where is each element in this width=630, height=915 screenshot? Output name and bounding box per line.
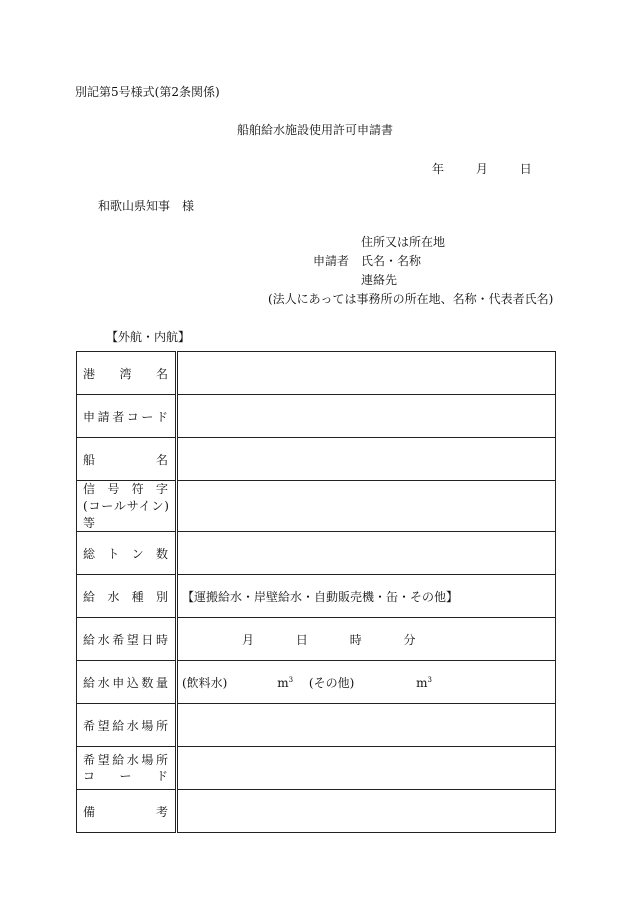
table-row (77, 395, 556, 438)
table-row (77, 438, 556, 481)
table-row (77, 352, 556, 395)
requested-quantity-label-cell (77, 661, 177, 704)
desired-location-code-label-cell (77, 747, 177, 790)
desired-datetime-label-cell (77, 618, 177, 661)
day-unit: 日 (295, 632, 308, 647)
desired-location-field[interactable] (177, 704, 556, 747)
table-row (77, 618, 556, 661)
minute-unit: 分 (403, 632, 416, 647)
requested-quantity-field[interactable] (177, 661, 556, 704)
remarks-label-cell (77, 790, 177, 833)
ship-name-field[interactable] (177, 438, 556, 481)
section-label: 【外航・内航】 (106, 330, 191, 344)
table-row (77, 532, 556, 575)
table-row (77, 790, 556, 833)
drinking-water-label: (飲料水) (182, 675, 228, 690)
gross-tonnage-label: 総トン数 (83, 546, 169, 561)
date-day: 日 (519, 162, 532, 176)
ship-name-label: 船名 (83, 452, 169, 467)
remarks-label: 備考 (83, 804, 169, 819)
document-title: 船舶給水施設使用許可申請書 (236, 123, 393, 137)
call-sign-label: 信号符字 (コールサイン)等 (83, 482, 169, 530)
desired-location-code-label: 希望給水場所 コード (83, 752, 169, 784)
cubic-meter-unit: $m^3$ (416, 675, 432, 690)
date-month: 月 (475, 162, 488, 176)
call-sign-field[interactable] (177, 481, 556, 532)
name-label: 氏名・名称 (361, 254, 422, 268)
table-row (77, 704, 556, 747)
hour-unit: 時 (349, 632, 362, 647)
port-value-field[interactable] (177, 352, 556, 395)
table-row (77, 575, 556, 618)
requested-quantity-label: 給水申込数量 (83, 675, 169, 690)
applicant-code-field[interactable] (177, 395, 556, 438)
water-supply-type-field[interactable] (177, 575, 556, 618)
applicant-code-label-cell (77, 395, 177, 438)
call-sign-label-cell (77, 481, 177, 532)
desired-location-label-cell (77, 704, 177, 747)
contact-label: 連絡先 (361, 273, 398, 287)
ship-name-label-cell (77, 438, 177, 481)
address-label: 住所又は所在地 (361, 235, 446, 249)
applicant-code-label: 申請者コード (83, 409, 169, 424)
addressee: 和歌山県知事 様 (98, 199, 195, 213)
gross-tonnage-field[interactable] (177, 532, 556, 575)
table-row (77, 481, 556, 532)
date-year: 年 (432, 162, 445, 176)
corporate-note: (法人にあっては事務所の所在地、名称・代表者氏名) (268, 292, 554, 306)
applicant-label: 申請者 (313, 254, 350, 268)
month-unit: 月 (242, 632, 255, 647)
water-supply-type-label-cell (77, 575, 177, 618)
cubic-meter-unit: $m^3$ (277, 675, 294, 690)
port-label-cell (77, 352, 177, 395)
desired-location-label: 希望給水場所 (83, 718, 169, 733)
remarks-field[interactable] (177, 790, 556, 833)
water-supply-type-options: 【運搬給水・岸壁給水・自動販売機・缶・その他】 (182, 589, 459, 604)
desired-datetime-field[interactable] (177, 618, 556, 661)
other-water-label: (その他) (308, 675, 355, 690)
date-line (432, 163, 532, 175)
gross-tonnage-label-cell (77, 532, 177, 575)
table-row (77, 661, 556, 704)
form-number: 別記第5号様式(第2条関係) (75, 85, 220, 99)
desired-location-code-field[interactable] (177, 747, 556, 790)
application-form-table (76, 351, 556, 833)
table-row (77, 747, 556, 790)
water-supply-type-label: 給水種別 (83, 589, 169, 604)
desired-datetime-label: 給水希望日時 (83, 632, 169, 647)
port-label: 港湾名 (83, 366, 169, 381)
